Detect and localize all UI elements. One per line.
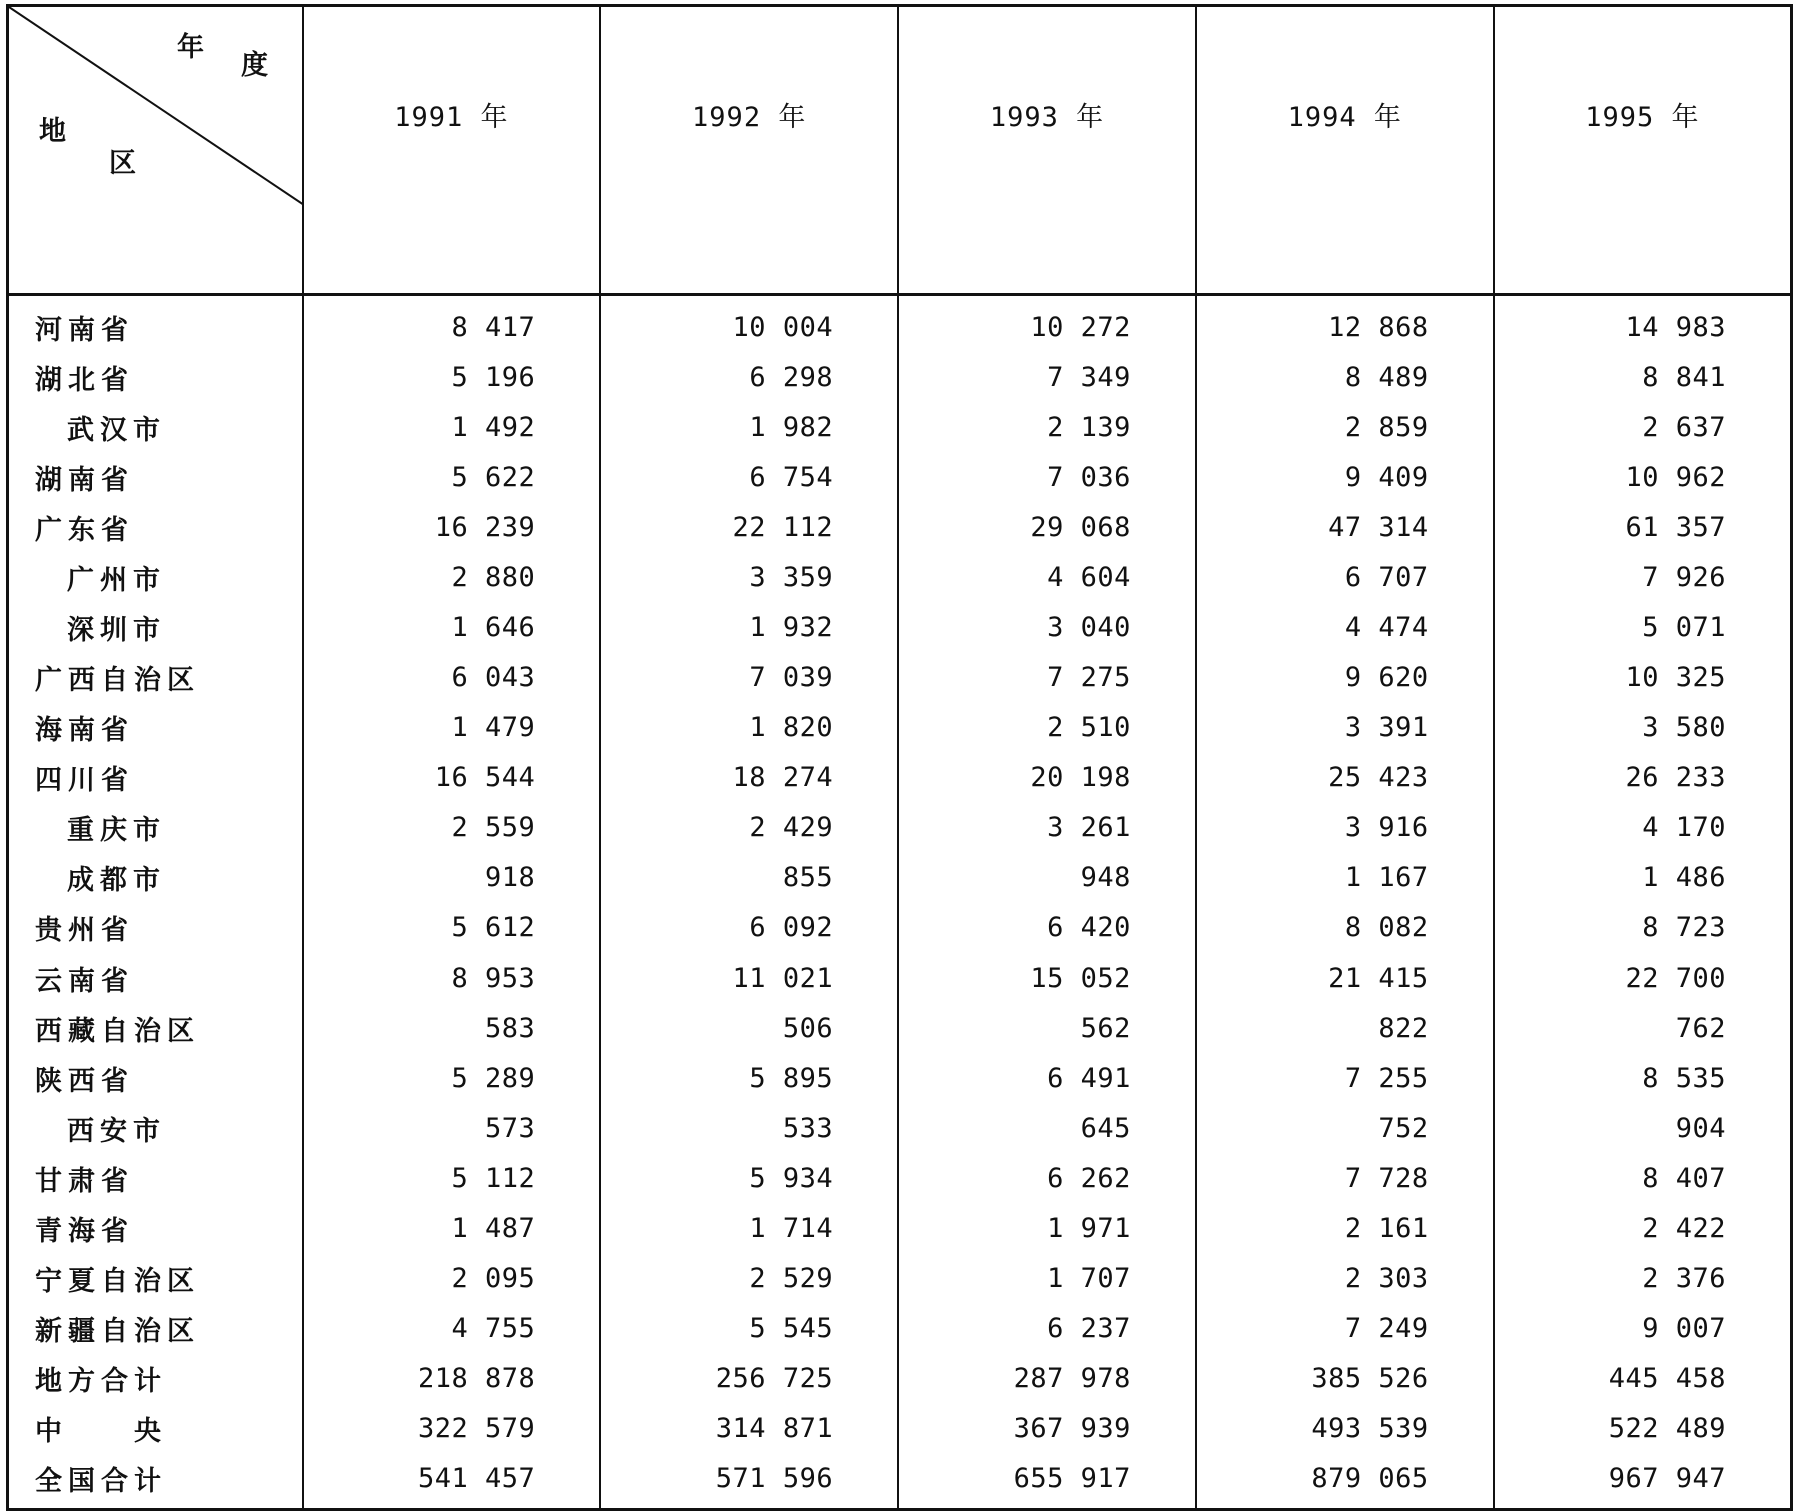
- value-cell: 8 417: [303, 295, 601, 353]
- table-row: [8, 1354, 1792, 1404]
- value-cell: 2 303: [1196, 1253, 1494, 1303]
- region-name-cell: 重庆市: [8, 803, 303, 853]
- table-row: [8, 552, 1792, 602]
- value-cell: 879 065: [1196, 1454, 1494, 1510]
- value-cell: 6 754: [600, 452, 898, 502]
- value-cell: 6 043: [303, 653, 601, 703]
- region-name-cell: 青海省: [8, 1203, 303, 1253]
- value-cell: 16 544: [303, 753, 601, 803]
- value-cell: 10 272: [898, 295, 1196, 353]
- table-row: [8, 803, 1792, 853]
- value-cell: 2 429: [600, 803, 898, 853]
- value-cell: 9 409: [1196, 452, 1494, 502]
- region-name-cell: 成都市: [8, 853, 303, 903]
- value-cell: 2 376: [1494, 1253, 1792, 1303]
- value-cell: 533: [600, 1103, 898, 1153]
- statistics-table: [6, 4, 1793, 1511]
- value-cell: 6 262: [898, 1153, 1196, 1203]
- value-cell: 8 841: [1494, 352, 1792, 402]
- value-cell: 11 021: [600, 953, 898, 1003]
- value-cell: 7 039: [600, 653, 898, 703]
- region-name-cell: 贵州省: [8, 903, 303, 953]
- value-cell: 9 007: [1494, 1304, 1792, 1354]
- header-row: [8, 6, 1792, 295]
- table-row: [8, 502, 1792, 552]
- region-name-cell: 中 央: [8, 1404, 303, 1454]
- value-cell: 918: [303, 853, 601, 903]
- table-row: [8, 853, 1792, 903]
- value-cell: 7 926: [1494, 552, 1792, 602]
- year-header-1994: 1994 年: [1196, 6, 1494, 295]
- table-row: [8, 402, 1792, 452]
- value-cell: 5 196: [303, 352, 601, 402]
- value-cell: 1 982: [600, 402, 898, 452]
- value-cell: 6 237: [898, 1304, 1196, 1354]
- value-cell: 6 707: [1196, 552, 1494, 602]
- table-row: [8, 1103, 1792, 1153]
- value-cell: 8 082: [1196, 903, 1494, 953]
- value-cell: 5 289: [303, 1053, 601, 1103]
- value-cell: 15 052: [898, 953, 1196, 1003]
- value-cell: 3 261: [898, 803, 1196, 853]
- corner-header-cell: [8, 6, 303, 295]
- value-cell: 12 868: [1196, 295, 1494, 353]
- value-cell: 1 479: [303, 703, 601, 753]
- region-name-cell: 全国合计: [8, 1454, 303, 1510]
- table-row: [8, 1003, 1792, 1053]
- value-cell: 8 489: [1196, 352, 1494, 402]
- value-cell: 22 700: [1494, 953, 1792, 1003]
- corner-region-label-1: 地: [39, 116, 67, 147]
- table-row: [8, 753, 1792, 803]
- region-name-cell: 广东省: [8, 502, 303, 552]
- value-cell: 5 895: [600, 1053, 898, 1103]
- value-cell: 855: [600, 853, 898, 903]
- value-cell: 583: [303, 1003, 601, 1053]
- value-cell: 1 167: [1196, 853, 1494, 903]
- value-cell: 493 539: [1196, 1404, 1494, 1454]
- value-cell: 1 820: [600, 703, 898, 753]
- table-row: [8, 1304, 1792, 1354]
- table-row: [8, 1153, 1792, 1203]
- value-cell: 16 239: [303, 502, 601, 552]
- value-cell: 1 487: [303, 1203, 601, 1253]
- value-cell: 5 612: [303, 903, 601, 953]
- value-cell: 904: [1494, 1103, 1792, 1153]
- value-cell: 256 725: [600, 1354, 898, 1404]
- value-cell: 385 526: [1196, 1354, 1494, 1404]
- table-row: [8, 352, 1792, 402]
- value-cell: 8 953: [303, 953, 601, 1003]
- region-name-cell: 湖南省: [8, 452, 303, 502]
- value-cell: 61 357: [1494, 502, 1792, 552]
- value-cell: 1 707: [898, 1253, 1196, 1303]
- value-cell: 573: [303, 1103, 601, 1153]
- value-cell: 1 971: [898, 1203, 1196, 1253]
- region-name-cell: 四川省: [8, 753, 303, 803]
- value-cell: 26 233: [1494, 753, 1792, 803]
- value-cell: 571 596: [600, 1454, 898, 1510]
- table-row: [8, 653, 1792, 703]
- region-name-cell: 西藏自治区: [8, 1003, 303, 1053]
- value-cell: 506: [600, 1003, 898, 1053]
- table-row: [8, 1454, 1792, 1510]
- value-cell: 22 112: [600, 502, 898, 552]
- value-cell: 1 492: [303, 402, 601, 452]
- value-cell: 7 255: [1196, 1053, 1494, 1103]
- region-name-cell: 云南省: [8, 953, 303, 1003]
- value-cell: 18 274: [600, 753, 898, 803]
- region-name-cell: 陕西省: [8, 1053, 303, 1103]
- value-cell: 541 457: [303, 1454, 601, 1510]
- value-cell: 1 486: [1494, 853, 1792, 903]
- region-name-cell: 深圳市: [8, 602, 303, 652]
- value-cell: 287 978: [898, 1354, 1196, 1404]
- region-name-cell: 河南省: [8, 295, 303, 353]
- value-cell: 6 420: [898, 903, 1196, 953]
- value-cell: 218 878: [303, 1354, 601, 1404]
- region-name-cell: 新疆自治区: [8, 1304, 303, 1354]
- value-cell: 8 723: [1494, 903, 1792, 953]
- value-cell: 8 407: [1494, 1153, 1792, 1203]
- value-cell: 29 068: [898, 502, 1196, 552]
- value-cell: 5 934: [600, 1153, 898, 1203]
- region-name-cell: 湖北省: [8, 352, 303, 402]
- region-name-cell: 海南省: [8, 703, 303, 753]
- value-cell: 967 947: [1494, 1454, 1792, 1510]
- value-cell: 752: [1196, 1103, 1494, 1153]
- value-cell: 7 728: [1196, 1153, 1494, 1203]
- value-cell: 1 646: [303, 602, 601, 652]
- value-cell: 7 249: [1196, 1304, 1494, 1354]
- value-cell: 9 620: [1196, 653, 1494, 703]
- value-cell: 5 071: [1494, 602, 1792, 652]
- value-cell: 762: [1494, 1003, 1792, 1053]
- value-cell: 3 391: [1196, 703, 1494, 753]
- diagonal-divider: [9, 7, 304, 205]
- value-cell: 645: [898, 1103, 1196, 1153]
- value-cell: 4 170: [1494, 803, 1792, 853]
- year-header-1995: 1995 年: [1494, 6, 1792, 295]
- value-cell: 314 871: [600, 1404, 898, 1454]
- value-cell: 5 622: [303, 452, 601, 502]
- value-cell: 655 917: [898, 1454, 1196, 1510]
- region-name-cell: 武汉市: [8, 402, 303, 452]
- value-cell: 7 275: [898, 653, 1196, 703]
- value-cell: 10 962: [1494, 452, 1792, 502]
- value-cell: 4 604: [898, 552, 1196, 602]
- value-cell: 3 040: [898, 602, 1196, 652]
- value-cell: 21 415: [1196, 953, 1494, 1003]
- value-cell: 5 545: [600, 1304, 898, 1354]
- value-cell: 822: [1196, 1003, 1494, 1053]
- value-cell: 3 359: [600, 552, 898, 602]
- value-cell: 4 755: [303, 1304, 601, 1354]
- table-row: [8, 703, 1792, 753]
- region-name-cell: 宁夏自治区: [8, 1253, 303, 1303]
- value-cell: 2 510: [898, 703, 1196, 753]
- value-cell: 948: [898, 853, 1196, 903]
- value-cell: 6 092: [600, 903, 898, 953]
- corner-year-label-2: 度: [241, 50, 269, 81]
- corner-region-label-2: 区: [109, 148, 137, 179]
- value-cell: 8 535: [1494, 1053, 1792, 1103]
- value-cell: 2 161: [1196, 1203, 1494, 1253]
- value-cell: 6 298: [600, 352, 898, 402]
- value-cell: 2 095: [303, 1253, 601, 1303]
- value-cell: 6 491: [898, 1053, 1196, 1103]
- value-cell: 25 423: [1196, 753, 1494, 803]
- value-cell: 522 489: [1494, 1404, 1792, 1454]
- value-cell: 2 637: [1494, 402, 1792, 452]
- table-row: [8, 903, 1792, 953]
- value-cell: 2 559: [303, 803, 601, 853]
- value-cell: 562: [898, 1003, 1196, 1053]
- value-cell: 3 916: [1196, 803, 1494, 853]
- corner-year-label-1: 年: [177, 32, 205, 63]
- value-cell: 20 198: [898, 753, 1196, 803]
- value-cell: 47 314: [1196, 502, 1494, 552]
- table-row: [8, 1404, 1792, 1454]
- value-cell: 7 349: [898, 352, 1196, 402]
- value-cell: 10 325: [1494, 653, 1792, 703]
- year-header-1991: 1991 年: [303, 6, 601, 295]
- value-cell: 10 004: [600, 295, 898, 353]
- region-name-cell: 地方合计: [8, 1354, 303, 1404]
- year-header-1992: 1992 年: [600, 6, 898, 295]
- value-cell: 2 859: [1196, 402, 1494, 452]
- value-cell: 367 939: [898, 1404, 1196, 1454]
- table-body: [8, 295, 1792, 1510]
- value-cell: 322 579: [303, 1404, 601, 1454]
- year-header-1993: 1993 年: [898, 6, 1196, 295]
- value-cell: 7 036: [898, 452, 1196, 502]
- value-cell: 2 422: [1494, 1203, 1792, 1253]
- region-name-cell: 西安市: [8, 1103, 303, 1153]
- value-cell: 3 580: [1494, 703, 1792, 753]
- table-row: [8, 1053, 1792, 1103]
- value-cell: 5 112: [303, 1153, 601, 1203]
- value-cell: 2 529: [600, 1253, 898, 1303]
- table-row: [8, 953, 1792, 1003]
- value-cell: 2 139: [898, 402, 1196, 452]
- table-row: [8, 602, 1792, 652]
- table-row: [8, 452, 1792, 502]
- table-row: [8, 1203, 1792, 1253]
- region-name-cell: 广西自治区: [8, 653, 303, 703]
- value-cell: 2 880: [303, 552, 601, 602]
- region-name-cell: 广州市: [8, 552, 303, 602]
- table-row: [8, 295, 1792, 353]
- table-row: [8, 1253, 1792, 1303]
- value-cell: 1 932: [600, 602, 898, 652]
- region-name-cell: 甘肃省: [8, 1153, 303, 1203]
- value-cell: 14 983: [1494, 295, 1792, 353]
- value-cell: 4 474: [1196, 602, 1494, 652]
- value-cell: 445 458: [1494, 1354, 1792, 1404]
- value-cell: 1 714: [600, 1203, 898, 1253]
